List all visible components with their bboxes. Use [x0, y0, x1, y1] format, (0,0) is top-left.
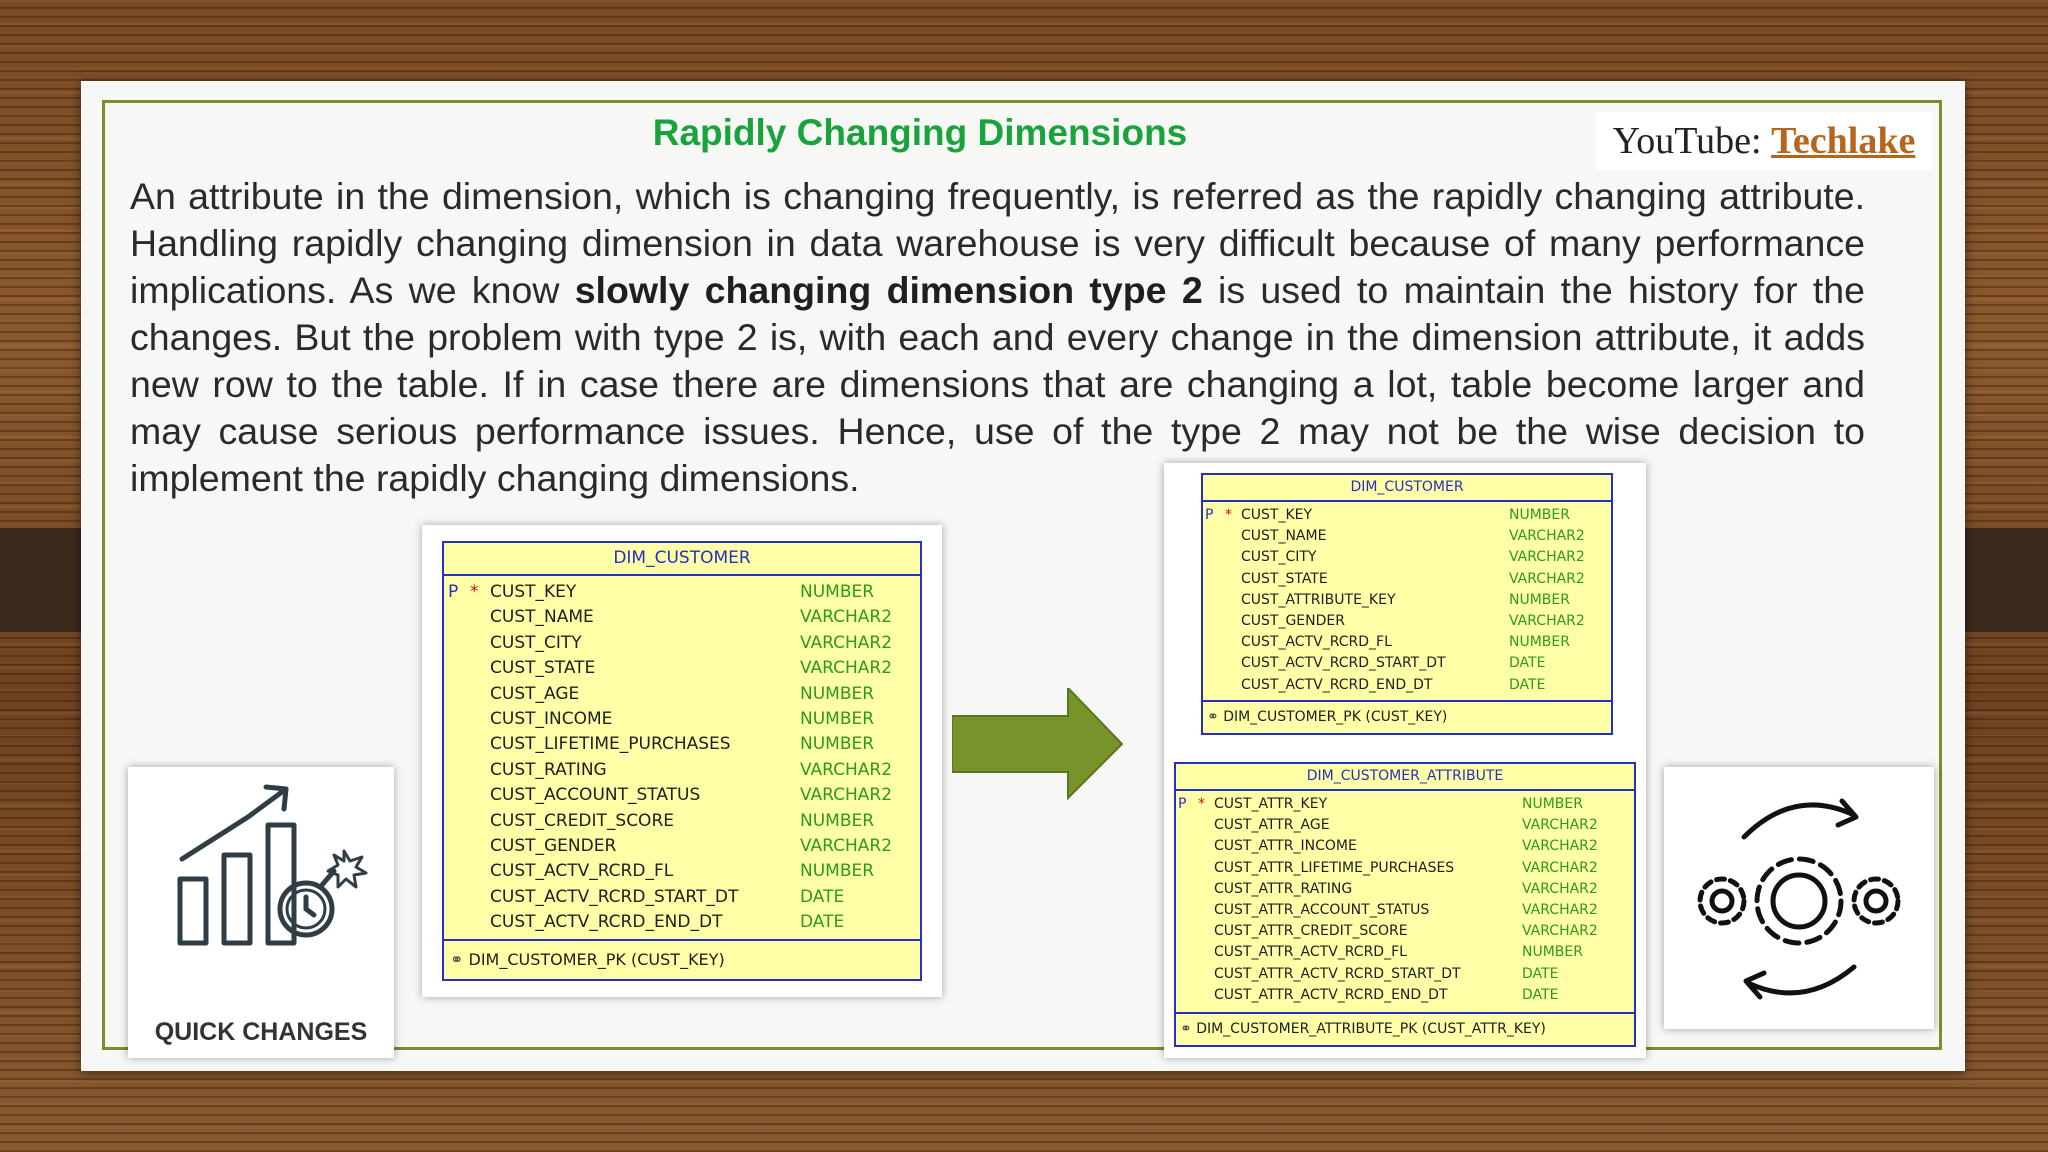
column-name: CUST_ATTR_INCOME [1214, 838, 1357, 855]
column-type: DATE [1522, 986, 1559, 1003]
column-row [1203, 632, 1611, 653]
column-type: NUMBER [1509, 591, 1570, 608]
column-name: CUST_ATTR_ACCOUNT_STATUS [1214, 901, 1430, 918]
column-row [1203, 505, 1611, 526]
primary-key-label: DIM_CUSTOMER_ATTRIBUTE_PK (CUST_ATTR_KEY) [1196, 1021, 1546, 1037]
column-row [1203, 526, 1611, 547]
column-row [444, 834, 920, 859]
primary-key-row [1176, 1012, 1634, 1045]
column-row [444, 580, 920, 605]
column-name: CUST_ACTV_RCRD_START_DT [490, 886, 739, 907]
column-name: CUST_ATTR_AGE [1214, 817, 1330, 834]
transform-arrow-icon [952, 688, 1124, 800]
column-name: CUST_CREDIT_SCORE [490, 810, 674, 831]
column-name: CUST_ACTV_RCRD_END_DT [490, 912, 723, 933]
column-name: CUST_ATTR_ACTV_RCRD_START_DT [1214, 965, 1461, 982]
column-type: VARCHAR2 [1522, 859, 1598, 876]
column-type: NUMBER [1509, 507, 1570, 523]
column-type: VARCHAR2 [800, 835, 893, 856]
after-erd-card [1164, 463, 1646, 1058]
column-row [1176, 858, 1634, 879]
slide-title: Rapidly Changing Dimensions [652, 112, 1188, 153]
mandatory-marker: * [1198, 796, 1205, 812]
column-row [1176, 815, 1634, 836]
dim-customer-table-after [1201, 473, 1613, 735]
column-row [444, 783, 920, 808]
primary-key-row [444, 939, 920, 979]
table-header: DIM_CUSTOMER [444, 543, 920, 576]
column-name: CUST_ATTR_ACTV_RCRD_FL [1214, 944, 1407, 961]
column-row [444, 732, 920, 757]
column-type: DATE [800, 912, 845, 933]
column-name: CUST_GENDER [490, 835, 617, 856]
table-rows [444, 576, 920, 935]
paragraph-part-2: is used to maintain the history for the changes. But the problem with type 2 is, with each and every change in the dimension attribute, it adds new row to the table. If in case there are dimensions that are changing a lot, table become larger and may cause serious performance issues. Hence, use of the type 2 may not be the wise decision to implement the rapidly changing dimensions. [130, 269, 1865, 499]
column-type: VARCHAR2 [800, 785, 893, 806]
column-type: VARCHAR2 [800, 658, 893, 679]
primary-key-label: DIM_CUSTOMER_PK (CUST_KEY) [1223, 709, 1448, 725]
column-type: VARCHAR2 [800, 607, 893, 628]
column-type: VARCHAR2 [1522, 923, 1598, 940]
column-row [444, 910, 920, 935]
column-name: CUST_LIFETIME_PURCHASES [490, 734, 731, 755]
column-name: CUST_ATTRIBUTE_KEY [1241, 591, 1396, 608]
column-row [1176, 836, 1634, 857]
column-name: CUST_GENDER [1241, 612, 1345, 629]
column-type: NUMBER [800, 683, 875, 704]
paragraph-bold: slowly changing dimension type 2 [574, 269, 1203, 311]
column-row [1176, 900, 1634, 921]
column-name: CUST_ATTR_CREDIT_SCORE [1214, 923, 1408, 940]
column-name: CUST_STATE [490, 658, 596, 679]
table-rows [1176, 791, 1634, 1006]
gears-cycle-icon [1664, 767, 1934, 1029]
column-type: VARCHAR2 [1509, 612, 1585, 629]
column-type: VARCHAR2 [1522, 838, 1598, 855]
column-row [444, 809, 920, 834]
pk-marker: P [1178, 796, 1187, 812]
column-name: CUST_ATTR_KEY [1214, 796, 1328, 812]
pk-marker: P [448, 582, 459, 602]
key-icon: ⚭ [1180, 1021, 1192, 1037]
column-row [444, 707, 920, 732]
column-row [1176, 879, 1634, 900]
key-icon: ⚭ [450, 950, 464, 969]
key-icon: ⚭ [1207, 709, 1219, 725]
gears-card [1664, 767, 1934, 1029]
youtube-badge [1596, 112, 1932, 170]
column-type: DATE [1522, 965, 1559, 982]
column-type: VARCHAR2 [1522, 880, 1598, 897]
quick-changes-label: QUICK CHANGES [154, 1018, 368, 1046]
column-type: NUMBER [800, 708, 875, 729]
column-row [1203, 611, 1611, 632]
column-row [444, 885, 920, 910]
mandatory-marker: * [470, 582, 479, 602]
column-type: VARCHAR2 [1509, 528, 1585, 545]
column-name: CUST_CITY [1241, 549, 1317, 566]
column-type: NUMBER [800, 582, 875, 602]
column-row [1176, 794, 1634, 815]
column-type: NUMBER [1522, 944, 1583, 961]
column-row [1176, 942, 1634, 963]
pk-marker: P [1205, 507, 1214, 523]
column-name: CUST_ACTV_RCRD_FL [490, 861, 674, 882]
column-name: CUST_ACTV_RCRD_END_DT [1241, 676, 1433, 693]
column-row [1203, 547, 1611, 568]
before-erd-card [422, 525, 942, 997]
column-row [1203, 590, 1611, 611]
column-type: VARCHAR2 [1522, 901, 1598, 918]
column-row [444, 859, 920, 884]
column-row [444, 656, 920, 681]
column-row [444, 758, 920, 783]
primary-key-row [1203, 700, 1611, 733]
column-type: NUMBER [1522, 796, 1583, 812]
column-name: CUST_ACTV_RCRD_FL [1241, 634, 1392, 651]
column-name: CUST_ATTR_ACTV_RCRD_END_DT [1214, 986, 1448, 1003]
column-name: CUST_KEY [1241, 507, 1313, 523]
column-name: CUST_RATING [490, 759, 607, 780]
body-paragraph [130, 173, 1865, 502]
column-type: VARCHAR2 [1509, 570, 1585, 587]
column-type: VARCHAR2 [1509, 549, 1585, 566]
mandatory-marker: * [1225, 507, 1232, 523]
column-type: NUMBER [800, 861, 875, 882]
column-name: CUST_ACTV_RCRD_START_DT [1241, 655, 1446, 672]
column-row [444, 631, 920, 656]
column-name: CUST_AGE [490, 683, 580, 704]
channel-link[interactable]: Techlake [1771, 120, 1916, 162]
youtube-prefix: YouTube: [1612, 120, 1772, 162]
column-name: CUST_STATE [1241, 570, 1328, 587]
column-type: DATE [1509, 676, 1546, 693]
column-name: CUST_ATTR_LIFETIME_PURCHASES [1214, 859, 1455, 876]
table-rows [1203, 502, 1611, 696]
column-type: NUMBER [1509, 634, 1570, 651]
column-row [1203, 653, 1611, 674]
column-row [1176, 921, 1634, 942]
paragraph-part-1: An attribute in the dimension, which is changing frequently, is referred as the rapidly changing attribute. Handling rapidly changing dimension in data warehouse is very difficult because of many performance implications. As we know [130, 175, 1865, 311]
column-type: DATE [800, 886, 845, 907]
growth-chart-stopwatch-icon [128, 767, 394, 967]
column-type: NUMBER [800, 810, 875, 831]
dim-customer-table-before [442, 541, 922, 981]
column-name: CUST_INCOME [490, 708, 613, 729]
column-row [1203, 675, 1611, 696]
dim-customer-attribute-table [1174, 762, 1636, 1047]
column-row [1176, 985, 1634, 1006]
column-type: VARCHAR2 [1522, 817, 1598, 834]
table-header: DIM_CUSTOMER_ATTRIBUTE [1176, 764, 1634, 791]
column-name: CUST_CITY [490, 632, 582, 653]
column-name: CUST_NAME [490, 607, 594, 628]
column-name: CUST_KEY [490, 582, 577, 602]
column-name: CUST_NAME [1241, 528, 1327, 545]
column-type: VARCHAR2 [800, 759, 893, 780]
column-name: CUST_ACCOUNT_STATUS [490, 785, 701, 806]
column-row [1203, 569, 1611, 590]
column-name: CUST_ATTR_RATING [1214, 880, 1353, 897]
column-type: DATE [1509, 655, 1546, 672]
table-header: DIM_CUSTOMER [1203, 475, 1611, 502]
column-row [444, 605, 920, 630]
column-row [444, 682, 920, 707]
primary-key-label: DIM_CUSTOMER_PK (CUST_KEY) [468, 950, 725, 969]
column-type: NUMBER [800, 734, 875, 755]
column-row [1176, 964, 1634, 985]
column-type: VARCHAR2 [800, 632, 893, 653]
quick-changes-card [128, 767, 394, 1058]
